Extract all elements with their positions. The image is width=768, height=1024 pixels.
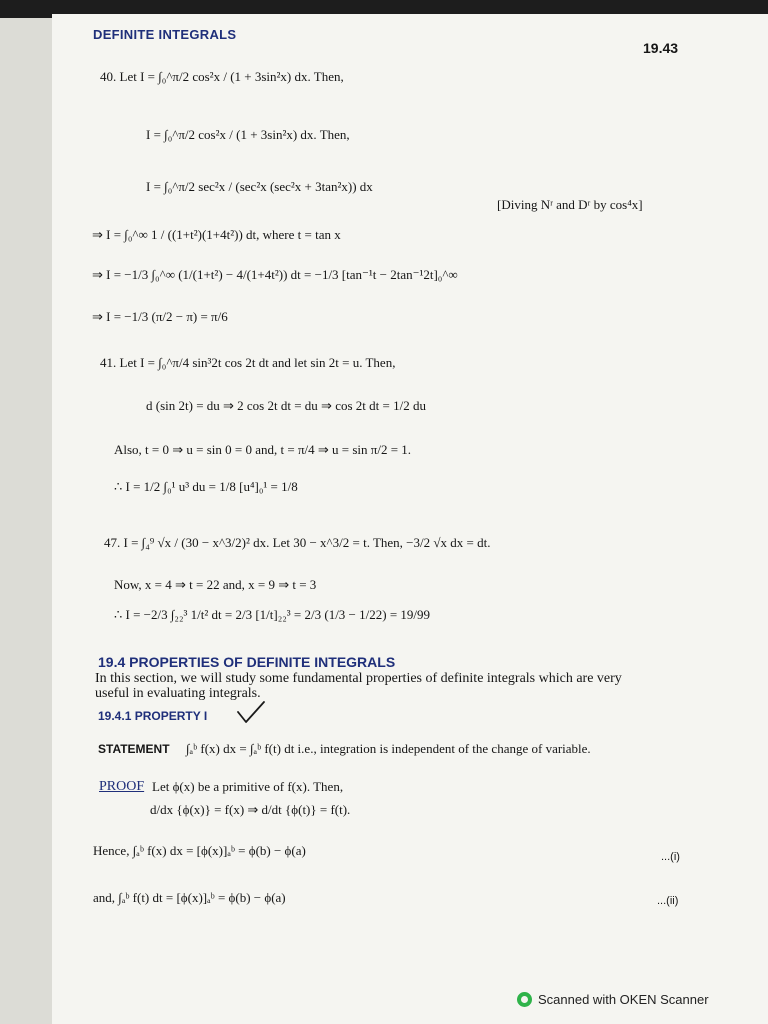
oken-logo-icon	[517, 992, 532, 1007]
proof-line-4: and, ∫ₐᵇ f(t) dt = [ϕ(x)]ₐᵇ = ϕ(b) − ϕ(a)	[93, 890, 286, 905]
scanner-watermark	[517, 992, 709, 1007]
statement-label: STATEMENT	[98, 742, 170, 756]
page-number: 19.43	[643, 40, 679, 56]
book-page	[52, 14, 768, 1024]
ex40-note: [Diving Nʳ and Dʳ by cos⁴x]	[497, 197, 643, 212]
ex41-line-3: Also, t = 0 ⇒ u = sin 0 = 0 and, t = π/4 ⇒ u = sin π/2 = 1.	[114, 442, 412, 457]
statement-text: ∫ₐᵇ f(x) dx = ∫ₐᵇ f(t) dt i.e., integration is independent of the change of variable.	[186, 741, 591, 756]
proof-line-1: Let ϕ(x) be a primitive of f(x). Then,	[152, 779, 344, 794]
ex40-line-6: ⇒ I = −1/3 (π/2 − π) = π/6	[92, 309, 228, 324]
section-heading: 19.4 PROPERTIES OF DEFINITE INTEGRALS	[98, 654, 396, 670]
checkmark-icon	[236, 700, 266, 726]
ex47-line-1: 47. I = ∫₄⁹ √x / (30 − x^3/2)² dx. Let 30 − x^3/2 = t. Then, −3/2 √x dx = dt.	[104, 535, 491, 550]
section-intro-line-1: In this section, we will study some fundamental properties of definite integrals which are very	[95, 671, 622, 686]
ex47-line-2: Now, x = 4 ⇒ t = 22 and, x = 9 ⇒ t = 3	[114, 577, 317, 592]
running-header: DEFINITE INTEGRALS	[93, 27, 237, 42]
proof-line-2: d/dx {ϕ(x)} = f(x) ⇒ d/dt {ϕ(t)} = f(t).	[150, 802, 351, 817]
equation-tag-i: ...(i)	[661, 851, 680, 863]
ex40-line-3: I = ∫₀^π/2 sec²x / (sec²x (sec²x + 3tan²x)) dx	[146, 179, 373, 194]
ex41-line-1: 41. Let I = ∫₀^π/4 sin³2t cos 2t dt and let sin 2t = u. Then,	[100, 355, 396, 370]
proof-line-3: Hence, ∫ₐᵇ f(x) dx = [ϕ(x)]ₐᵇ = ϕ(b) − ϕ(a)	[93, 843, 306, 858]
ex40-line-4: ⇒ I = ∫₀^∞ 1 / ((1+t²)(1+4t²)) dt, where t = tan x	[92, 227, 341, 242]
section-intro-line-2: useful in evaluating integrals.	[95, 686, 261, 701]
scanner-watermark-text: Scanned with OKEN Scanner	[538, 992, 709, 1007]
equation-tag-ii: ...(ii)	[657, 895, 679, 907]
property-heading: 19.4.1 PROPERTY I	[98, 709, 208, 723]
ex40-line-5: ⇒ I = −1/3 ∫₀^∞ (1/(1+t²) − 4/(1+4t²)) dt = −1/3 [tan⁻¹t − 2tan⁻¹2t]₀^∞	[92, 267, 458, 282]
ex47-line-3: ∴ I = −2/3 ∫₂₂³ 1/t² dt = 2/3 [1/t]₂₂³ = 2/3 (1/3 − 1/22) = 19/99	[114, 607, 431, 622]
ex41-line-2: d (sin 2t) = du ⇒ 2 cos 2t dt = du ⇒ cos 2t dt = 1/2 du	[146, 398, 426, 413]
ex40-line-2: I = ∫₀^π/2 cos²x / (1 + 3sin²x) dx. Then,	[146, 127, 350, 142]
ex40-line-1: 40. Let I = ∫₀^π/2 cos²x / (1 + 3sin²x) dx. Then,	[100, 69, 344, 84]
ex41-line-4: ∴ I = 1/2 ∫₀¹ u³ du = 1/8 [u⁴]₀¹ = 1/8	[114, 479, 298, 494]
proof-label: PROOF	[99, 779, 145, 794]
